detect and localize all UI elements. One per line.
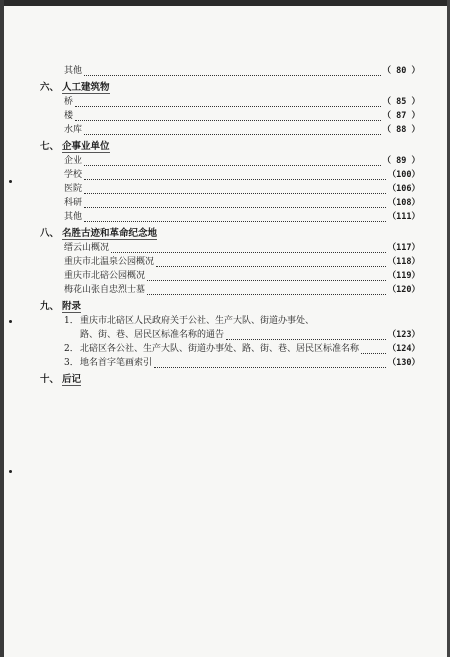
leader-dots — [226, 330, 386, 340]
section-title: 企事业单位 — [62, 141, 110, 152]
toc-entry — [40, 168, 420, 182]
page-number: （100） — [387, 170, 420, 180]
leader-dots — [84, 170, 386, 180]
binding-hole — [9, 320, 12, 323]
page-number: （124） — [387, 344, 420, 354]
entry-title: 水库 — [64, 125, 83, 135]
toc-entry — [40, 356, 420, 370]
section-title: 人工建筑物 — [62, 82, 110, 93]
section-title: 后记 — [62, 374, 82, 385]
page-number: （106） — [387, 184, 420, 194]
leader-dots — [147, 271, 386, 281]
toc-entry — [40, 255, 420, 269]
section-number: 六、 — [40, 82, 60, 93]
page-number: （ 89 ） — [382, 156, 420, 166]
toc-entry — [40, 269, 420, 283]
toc-entry — [40, 154, 420, 168]
appendix-number: 2． — [64, 344, 79, 354]
leader-dots — [154, 358, 386, 368]
leader-dots — [75, 111, 381, 121]
scan-edge-left — [0, 0, 4, 657]
entry-title: 学校 — [64, 170, 83, 180]
page-number: （ 87 ） — [382, 111, 420, 121]
entry-title: 路、街、巷、居民区标准名称的通告 — [80, 330, 225, 340]
entry-title: 缙云山概况 — [64, 243, 110, 253]
page-number: （123） — [387, 330, 420, 340]
page-number: （117） — [387, 243, 420, 253]
page-number: （108） — [387, 198, 420, 208]
table-of-contents — [40, 64, 420, 387]
leader-dots — [111, 243, 386, 253]
entry-title: 其他 — [64, 212, 83, 222]
page-number: （111） — [387, 212, 420, 222]
leader-dots — [84, 212, 386, 222]
toc-entry — [40, 64, 420, 78]
toc-entry — [40, 182, 420, 196]
toc-section-heading — [40, 81, 420, 95]
entry-title: 梅花山张自忠烈士墓 — [64, 285, 146, 295]
entry-title: 企业 — [64, 156, 83, 166]
toc-entry — [40, 109, 420, 123]
toc-entry — [40, 283, 420, 297]
page-number: （ 80 ） — [382, 66, 420, 76]
toc-entry — [40, 123, 420, 137]
section-number: 十、 — [40, 374, 60, 385]
entry-title: 其他 — [64, 66, 83, 76]
entry-title: 桥 — [64, 97, 74, 107]
section-title: 附录 — [62, 301, 82, 312]
section-title: 名胜古迹和革命纪念地 — [62, 228, 158, 239]
page-number: （ 88 ） — [382, 125, 420, 135]
scan-edge-top — [0, 0, 450, 6]
page-number: （119） — [387, 271, 420, 281]
toc-section-heading — [40, 300, 420, 314]
leader-dots — [156, 257, 386, 267]
leader-dots — [84, 156, 381, 166]
leader-dots — [84, 198, 386, 208]
entry-title: 重庆市北碚公园概况 — [64, 271, 146, 281]
binding-hole — [9, 470, 12, 473]
leader-dots — [84, 66, 381, 76]
entry-title: 科研 — [64, 198, 83, 208]
leader-dots — [147, 285, 386, 295]
toc-entry — [40, 210, 420, 224]
leader-dots — [84, 184, 386, 194]
appendix-number: 1． — [64, 316, 79, 326]
entry-title: 地名首字笔画索引 — [80, 358, 153, 368]
toc-entry — [40, 241, 420, 255]
entry-title: 医院 — [64, 184, 83, 194]
toc-entry — [40, 95, 420, 109]
toc-entry — [40, 196, 420, 210]
leader-dots — [84, 125, 381, 135]
page-number: （130） — [387, 358, 420, 368]
entry-title: 北碚区各公社、生产大队、街道办事处、路、街、巷、居民区标准名称 — [80, 344, 360, 354]
page-number: （ 85 ） — [382, 97, 420, 107]
appendix-number: 3． — [64, 358, 79, 368]
entry-title: 楼 — [64, 111, 74, 121]
binding-hole — [9, 180, 12, 183]
toc-section-heading — [40, 227, 420, 241]
entry-title: 重庆市北温泉公园概况 — [64, 257, 155, 267]
section-number: 七、 — [40, 141, 60, 152]
toc-section-heading — [40, 140, 420, 154]
section-number: 九、 — [40, 301, 60, 312]
page-number: （120） — [387, 285, 420, 295]
toc-entry — [40, 342, 420, 356]
toc-entry — [40, 328, 420, 342]
leader-dots — [75, 97, 381, 107]
toc-section-heading — [40, 373, 420, 387]
page-number: （118） — [387, 257, 420, 267]
leader-dots — [361, 344, 386, 354]
entry-title: 重庆市北碚区人民政府关于公社、生产大队、街道办事处、 — [80, 316, 315, 326]
section-number: 八、 — [40, 228, 60, 239]
toc-entry — [40, 314, 420, 328]
